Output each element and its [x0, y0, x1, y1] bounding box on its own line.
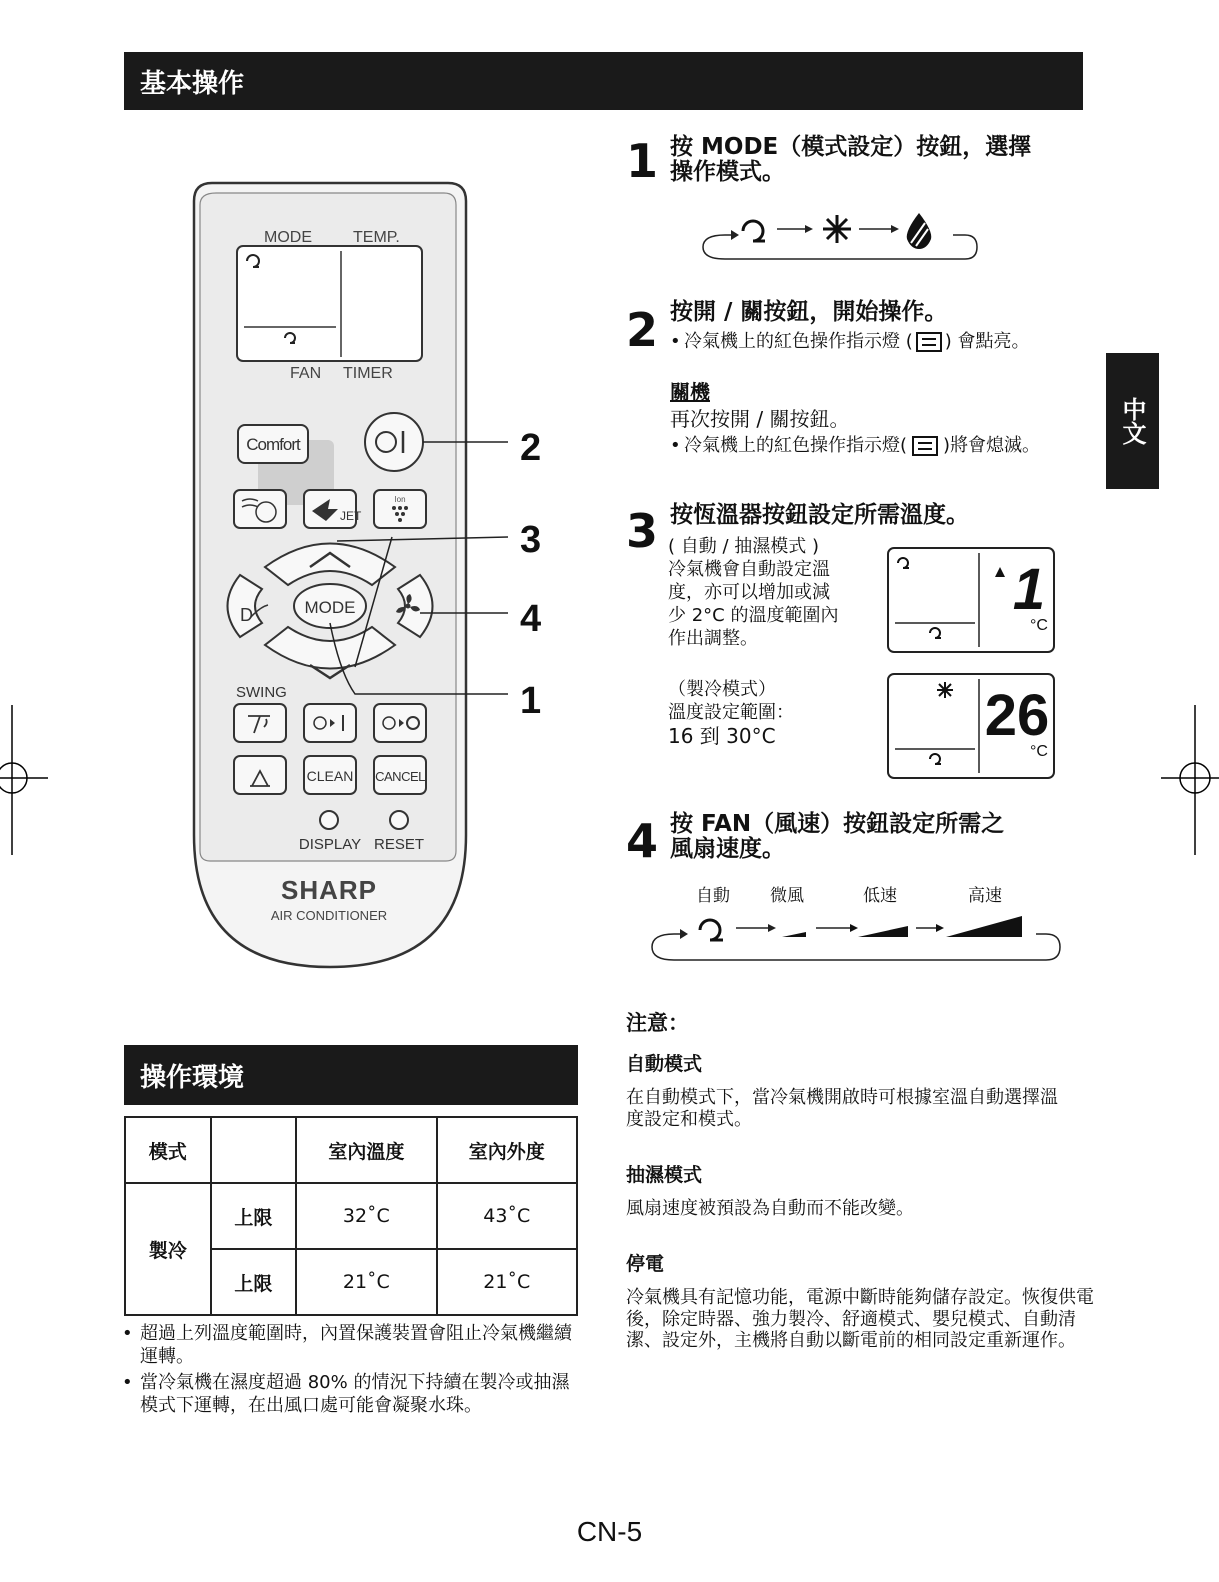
notes-title: 注意：	[626, 1011, 689, 1035]
env-table-header	[125, 1117, 577, 1183]
step-2-title: 按開 / 關按鈕，開始操作。	[670, 299, 948, 325]
step-4-title-line2: 風扇速度。	[670, 835, 785, 862]
jet-label: JET	[340, 509, 362, 523]
step-3-cool-text	[668, 678, 883, 750]
env-header-indoor: 室內溫度	[296, 1117, 436, 1183]
speed-high-label: 高速	[968, 886, 1002, 905]
list-item: • 超過上列溫度範圍時，內置保護裝置會阻止冷氣機繼續運轉。	[122, 1322, 582, 1369]
env-limit-cell: 上限	[211, 1249, 297, 1315]
note-heading-power: 停電	[626, 1253, 665, 1275]
env-indoor-cell: 21˚C	[296, 1249, 436, 1315]
fan-speed-diagram	[646, 880, 1066, 966]
auto-display-unit: °C	[1030, 617, 1048, 634]
baby-mode-button	[234, 490, 286, 528]
step-4-title-line1: 按 FAN（風速）按鈕設定所需之	[670, 811, 1005, 837]
note-heading-dry: 抽濕模式	[626, 1164, 703, 1186]
mode-cycle-diagram	[695, 205, 985, 267]
fan-low-icon	[858, 926, 908, 937]
callout-3: 3	[520, 519, 542, 561]
crop-mark-left	[0, 700, 50, 860]
power-button	[365, 413, 423, 471]
callout-4: 4	[520, 598, 542, 640]
step-3-number: 3	[626, 504, 659, 558]
env-note-2: 當冷氣機在濕度超過 80% 的情況下持續在製冷或抽濕模式下運轉，在出風口處可能會凝聚水珠。	[140, 1371, 570, 1417]
section-header	[124, 52, 1083, 110]
auto-line-3: 度，亦可以增加或減	[668, 582, 830, 604]
step-4-title	[670, 812, 1090, 862]
table-row	[125, 1183, 577, 1249]
auto-mode-display	[887, 547, 1057, 655]
remote-control-illustration	[180, 175, 560, 975]
step-1-title	[670, 135, 1090, 185]
env-mode-cell: 製冷	[125, 1183, 211, 1315]
section-title: 基本操作	[140, 68, 245, 99]
auto-display-value: 1	[1012, 557, 1046, 622]
display-label: DISPLAY	[298, 836, 362, 853]
language-tab-label: 中文	[1118, 397, 1146, 445]
power-off-bullet-pre: 冷氣機上的紅色操作指示燈(	[684, 435, 908, 456]
page-number: CN-5	[576, 1516, 643, 1547]
dry-mode-icon	[907, 213, 932, 249]
power-off-text: 再次按開 / 關按鈕。	[670, 407, 850, 431]
comfort-label: Comfort	[246, 435, 300, 454]
env-indoor-cell: 32˚C	[296, 1183, 436, 1249]
note-text-auto: 在自動模式下，當冷氣機開啟時可根據室溫自動選擇溫度設定和模式。	[626, 1087, 1058, 1130]
cancel-label: CANCEL	[375, 769, 425, 784]
reset-button	[390, 811, 408, 829]
lcd-temp-label: TEMP.	[353, 229, 400, 246]
step-1-number: 1	[626, 134, 659, 188]
env-outdoor-cell: 21˚C	[437, 1249, 577, 1315]
fan-auto-icon	[700, 920, 723, 940]
note-text-power: 冷氣機具有記憶功能，電源中斷時能夠儲存設定。恢復供電後，除定時器、強力製冷、舒適模式、嬰兒模式、自動清潔、設定外，主機將自動以斷電前的相同設定重新運作。	[626, 1287, 1094, 1352]
auto-line-2: 冷氣機會自動設定溫	[668, 559, 830, 581]
speed-auto-label: 自動	[696, 886, 730, 905]
env-limit-cell: 上限	[211, 1183, 297, 1249]
step-4-number: 4	[626, 814, 659, 868]
cool-line-2: 溫度設定範圍：	[668, 702, 794, 724]
step-2-number: 2	[626, 303, 659, 357]
auto-line-1: ( 自動 / 抽濕模式 )	[668, 536, 819, 557]
step-2-bullet-pre: 冷氣機上的紅色操作指示燈 (	[684, 331, 913, 352]
cool-display-unit: °C	[1030, 743, 1048, 760]
mode-button-label: MODE	[304, 598, 356, 617]
swing-label: SWING	[236, 684, 287, 701]
step-2-bullet-post: ) 會點亮。	[944, 331, 1030, 352]
step-1-title-line2: 操作模式。	[670, 158, 785, 185]
step-3-auto-text	[668, 535, 883, 650]
cool-display-value: 26	[984, 683, 1050, 748]
auto-line-4: 少 2°C 的溫度範圍內	[668, 605, 839, 627]
power-off-bullet: • 冷氣機上的紅色操作指示燈( )將會熄滅。	[670, 435, 1041, 456]
swing-button	[234, 704, 286, 742]
clean-label: CLEAN	[306, 768, 354, 784]
auto-line-5: 作出調整。	[668, 628, 758, 650]
env-note-1: 超過上列溫度範圍時，內置保護裝置會阻止冷氣機繼續運轉。	[140, 1323, 572, 1368]
self-clean-button	[234, 756, 286, 794]
env-section-title: 操作環境	[140, 1062, 245, 1093]
step-3-title: 按恆溫器按鈕設定所需溫度。	[670, 502, 969, 528]
callout-1: 1	[520, 680, 542, 722]
step-1-title-line1: 按 MODE（模式設定）按鈕，選擇	[670, 134, 1032, 160]
env-notes	[122, 1322, 582, 1420]
env-header-outdoor: 室內外度	[437, 1117, 577, 1183]
product-label: AIR CONDITIONER	[270, 908, 388, 923]
cool-mode-display	[887, 673, 1057, 781]
language-tab	[1106, 353, 1159, 489]
cool-line-1: （製冷模式）	[668, 679, 776, 700]
fan-high-icon	[946, 916, 1022, 937]
fan-quiet-icon	[782, 932, 806, 937]
env-header-limit	[211, 1117, 297, 1183]
env-section-header	[124, 1045, 578, 1105]
brand-logo: SHARP	[280, 875, 378, 905]
lcd-screen	[237, 246, 422, 361]
env-header-mode: 模式	[125, 1117, 211, 1183]
cool-mode-icon	[823, 215, 851, 243]
cool-line-3: 16 到 30°C	[668, 724, 776, 749]
lcd-timer-label: TIMER	[343, 365, 393, 382]
env-table	[124, 1116, 578, 1316]
callout-2: 2	[520, 427, 542, 469]
power-off-bullet-post: )將會熄滅。	[943, 435, 1041, 456]
power-off-title: 關機	[670, 380, 710, 404]
reset-label: RESET	[373, 836, 425, 853]
env-outdoor-cell: 43˚C	[437, 1183, 577, 1249]
note-text-dry: 風扇速度被預設為自動而不能改變。	[626, 1198, 914, 1219]
display-button	[320, 811, 338, 829]
speed-quiet-label: 微風	[770, 886, 804, 905]
step-2-bullet: • 冷氣機上的紅色操作指示燈 ( ) 會點亮。	[670, 331, 1030, 352]
indicator-lamp-off-icon	[909, 435, 941, 457]
lcd-fan-label: FAN	[290, 365, 322, 382]
svg-text:D: D	[240, 605, 253, 625]
list-item: • 當冷氣機在濕度超過 80% 的情況下持續在製冷或抽濕模式下運轉，在出風口處可能會凝聚水珠。	[122, 1371, 582, 1418]
indicator-lamp-icon	[915, 331, 943, 353]
ion-label: Ion	[394, 495, 406, 504]
note-heading-auto: 自動模式	[626, 1053, 703, 1075]
crop-mark-right	[1159, 700, 1219, 860]
lcd-mode-label: MODE	[264, 229, 312, 246]
speed-low-label: 低速	[863, 886, 897, 905]
auto-mode-icon	[743, 221, 765, 241]
